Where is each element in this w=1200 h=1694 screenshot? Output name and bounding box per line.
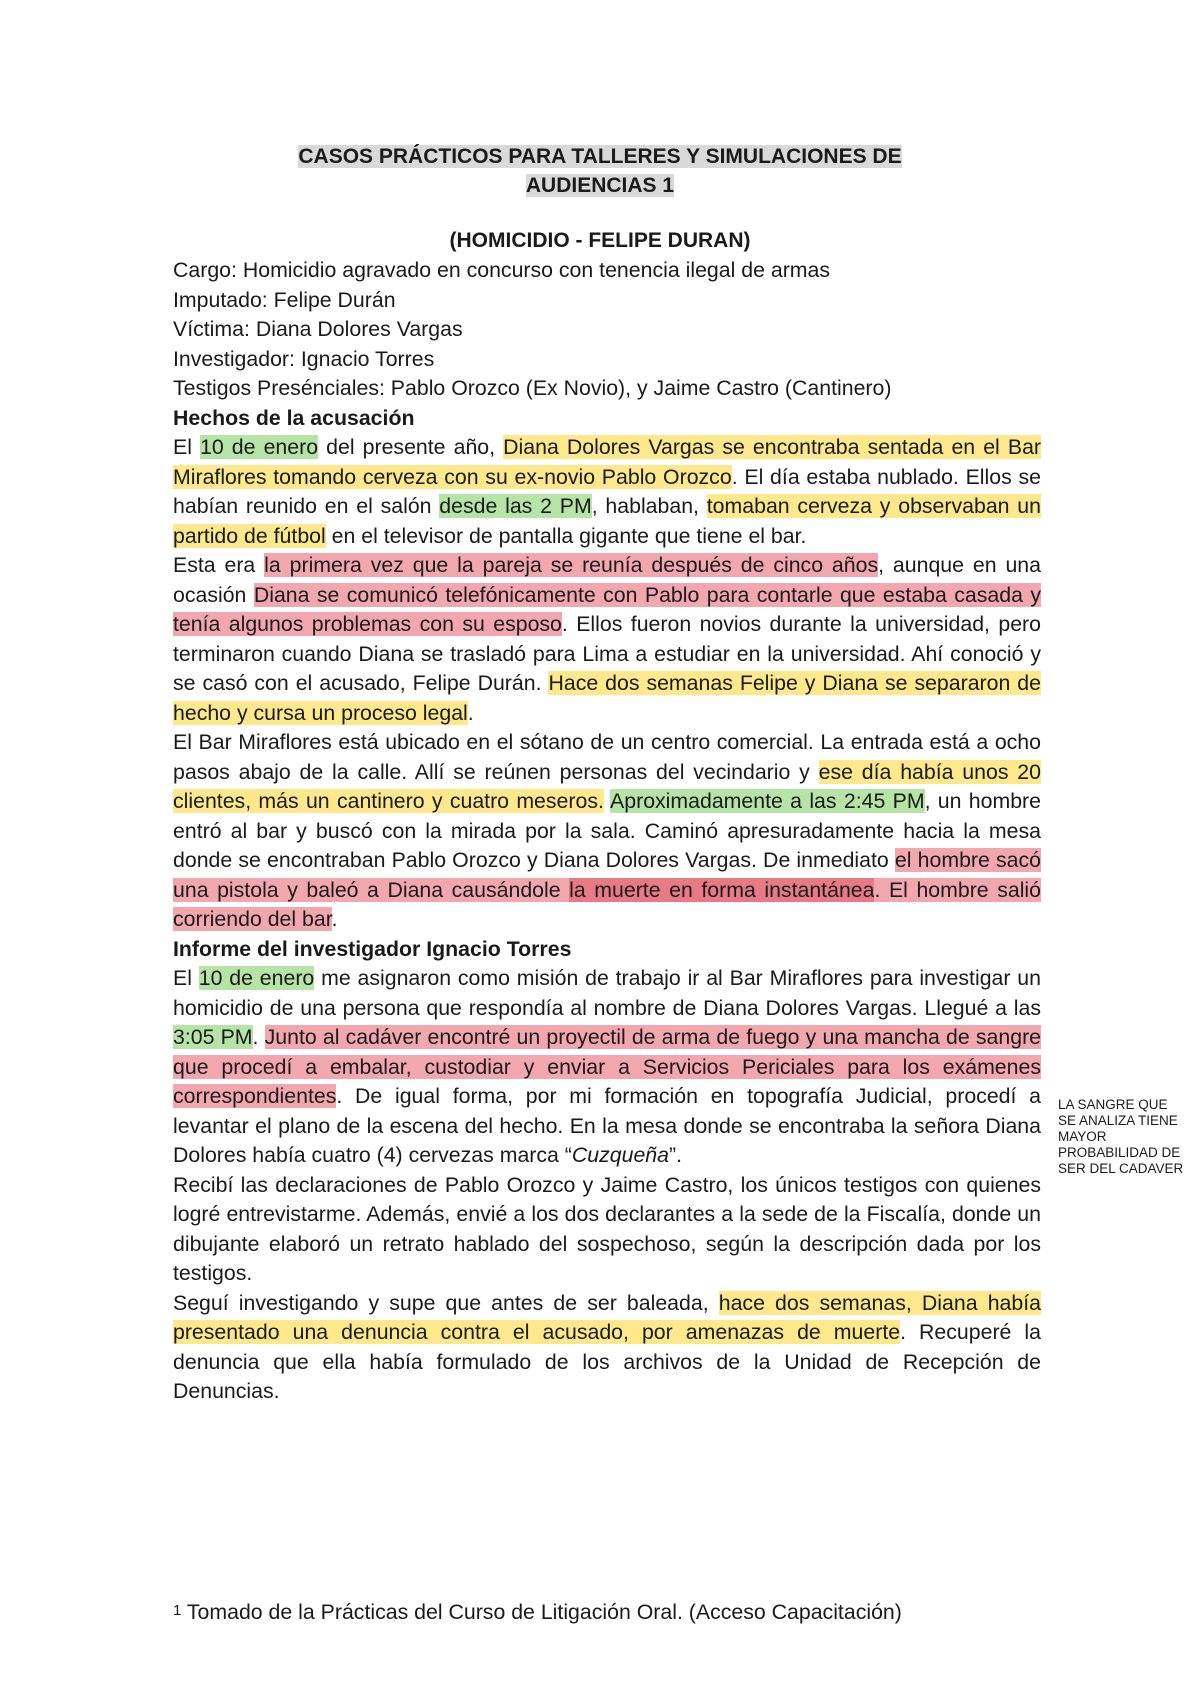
highlight-key-fact: el hombre sacó una pistola y baleó a Diana causándole [173, 848, 1041, 902]
document-subtitle: (HOMICIDIO - FELIPE DURAN) [449, 229, 751, 252]
highlight-critical-fact: la muerte en forma instantánea [569, 877, 875, 902]
brand-name: Cuzqueña [571, 1143, 669, 1167]
highlight-fact: tomaban cerveza y observaban un partido de fútbol [173, 494, 1041, 548]
meta-investigador: Investigador: Ignacio Torres [173, 346, 435, 371]
meta-cargo: Cargo: Homicidio agravado en concurso con tenencia ilegal de armas [173, 258, 831, 282]
highlight-date: 10 de enero [198, 966, 315, 990]
text-run: . [252, 1025, 265, 1049]
informe-paragraph-1 [173, 964, 1041, 1171]
highlight-key-fact: la primera vez que la pareja se reunía después de cinco años [264, 553, 879, 577]
margin-comment: LA SANGRE QUE SE ANALIZA TIENE MAYOR PROBABILIDAD DE SER DEL CADAVER [1058, 1097, 1184, 1176]
text-run: . Ellos fueron novios durante la universidad, pero terminaron cuando Diana se trasladó para Lima a estudiar en la universidad. Ahí conoció y se casó con el acusado, Felipe Durán. [173, 612, 1041, 695]
document-title [0, 142, 1200, 200]
meta-victima: Víctima: Diana Dolores Vargas [173, 317, 463, 341]
text-run: Seguí investigando y supe que antes de ser baleada, [173, 1290, 719, 1315]
highlight-key-fact: . El hombre salió corriendo del bar [173, 877, 1042, 931]
highlight-key-fact: Junto al cadáver encontré un proyectil de arma de fuego y una mancha de sangre que procedí a embalar, custodiar y enviar a Servicios Periciales para los exámenes correspondientes [173, 1025, 1041, 1108]
hechos-paragraph-3 [173, 728, 1041, 935]
text-run: . [467, 700, 474, 725]
footnote-mark: 1 [173, 1602, 182, 1619]
meta-imputado: Imputado: Felipe Durán [173, 287, 396, 312]
footnote [173, 1596, 902, 1627]
text-run: me asignaron como misión de trabajo ir al Bar Miraflores para investigar un homicidio de una persona que respondía al nombre de Diana Dolores Vargas. Llegué a las [173, 966, 1041, 1020]
highlight-time: desde las 2 PM [439, 494, 592, 518]
highlight-fact: Hace dos semanas Felipe y Diana se separaron de hecho y cursa un proceso legal [173, 671, 1041, 725]
hechos-paragraph-1 [173, 433, 1041, 551]
highlight-time: Aproximadamente a las 2:45 PM [610, 789, 925, 813]
highlight-fact: ese día había unos 20 clientes, más un cantinero y cuatro meseros. [173, 759, 1041, 813]
text-run: en el televisor de pantalla gigante que tiene el bar. [325, 523, 807, 548]
title-line-1: CASOS PRÁCTICOS PARA TALLERES Y SIMULACIONES DE [298, 145, 902, 168]
title-line-2: AUDIENCIAS 1 [525, 174, 675, 197]
text-run: , un hombre entró al bar y buscó con la mirada por la sala. Caminó apresuradamente hacia la mesa donde se encontraban Pablo Orozco y Diana Dolores Vargas. De inmediato [173, 789, 1041, 872]
text-run: . El día estaba nublado. Ellos se habían reunido en el salón [173, 464, 1041, 518]
hechos-paragraph-2 [173, 551, 1041, 728]
highlight-key-fact: Diana se comunicó telefónicamente con Pablo para contarle que estaba casada y tenía algunos problemas con su esposo [173, 582, 1041, 636]
informe-paragraph-2: Recibí las declaraciones de Pablo Orozco y Jaime Castro, los únicos testigos con quienes logré entrevistarme. Además, envié a los dos declarantes a la sede de la Fiscalía, donde un dibujante elaboró un retrato hablado del sospechoso, según la descripción dada por los testigos. [173, 1172, 1041, 1285]
highlight-time: 3:05 PM [173, 1025, 253, 1049]
highlight-fact: hace dos semanas, Diana había presentado una denuncia contra el acusado, por amenazas de muerte [173, 1290, 1041, 1344]
highlight-fact: Diana Dolores Vargas se encontraba sentada en el Bar Miraflores tomando cerveza con su ex-novio Pablo Orozco [173, 435, 1042, 489]
text-run: . [331, 907, 338, 931]
text-run: ”. [669, 1143, 683, 1167]
text-run: . Recuperé la denuncia que ella había formulado de los archivos de la Unidad de Recepción de Denuncias. [173, 1320, 1042, 1403]
text-run: Esta era [173, 553, 265, 577]
informe-paragraph-3 [173, 1289, 1041, 1407]
section-heading-informe: Informe del investigador Ignacio Torres [173, 936, 572, 961]
text-run: . De igual forma, por mi formación en topografía Judicial, procedí a levantar el plano de la escena del hecho. En la mesa donde se encontraba la señora Diana Dolores había cuatro (4) cervezas marca “ [173, 1084, 1041, 1167]
text-run: del presente año, [318, 435, 504, 459]
footnote-text: Tomado de la Prácticas del Curso de Litigación Oral. (Acceso Capacitación) [181, 1600, 902, 1624]
text-run: El Bar Miraflores está ubicado en el sótano de un centro comercial. La entrada está a ocho pasos abajo de la calle. Allí se reúnen personas del vecindario y [173, 730, 1041, 784]
text-run: , hablaban, [591, 494, 707, 518]
highlight-date: 10 de enero [200, 435, 319, 459]
document-body [173, 256, 1041, 1407]
text-run: El [173, 435, 201, 459]
section-heading-hechos: Hechos de la acusación [173, 405, 415, 430]
text-run: El [173, 966, 199, 990]
text-run: , aunque en una ocasión [173, 553, 1041, 607]
meta-testigos: Testigos Presénciales: Pablo Orozco (Ex Novio), y Jaime Castro (Cantinero) [173, 376, 892, 400]
